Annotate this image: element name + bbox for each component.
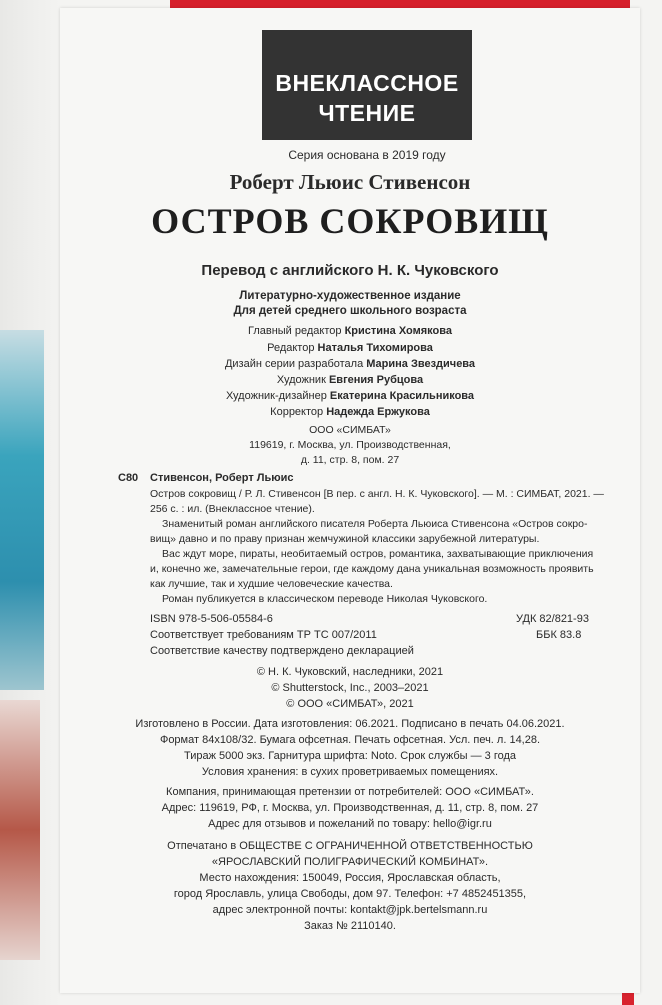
publisher-address: д. 11, стр. 8, пом. 27 — [300, 454, 400, 466]
catalog-line: и, конечно же, замечательные герои, где каждому дана уникальная возможность проявить — [150, 563, 594, 575]
copyright-line: © Н. К. Чуковский, наследники, 2021 — [256, 666, 444, 678]
credit-role: Редактор — [267, 342, 315, 354]
cover-illustration-red — [0, 700, 40, 960]
publisher-address: 119619, г. Москва, ул. Производственная, — [249, 439, 451, 451]
catalog-line: 256 с. : ил. (Внеклассное чтение). — [150, 503, 315, 515]
company-line: Адрес для отзывов и пожеланий по товару: hello@igr.ru — [208, 818, 492, 830]
credit-role: Художник — [276, 374, 326, 386]
credit-role: Художник-дизайнер — [225, 390, 327, 402]
isbn: ISBN 978-5-506-05584-6 — [150, 613, 273, 625]
catalog-line: вищ» давно и по праву признан жемчужиной классики зарубежной литературы. — [150, 533, 540, 545]
compliance-standard: Соответствует требованиям ТР ТС 007/2011 — [150, 629, 377, 641]
printer-line: Заказ № 2110140. — [304, 920, 396, 932]
credit-name: Марина Звездичева — [366, 358, 476, 370]
company-line: Адрес: 119619, РФ, г. Москва, ул. Производственная, д. 11, стр. 8, пом. 27 — [161, 802, 539, 814]
production-line: Формат 84х108/32. Бумага офсетная. Печать офсетная. Усл. печ. л. 14,28. — [159, 734, 541, 746]
credit-row — [60, 358, 640, 370]
book-title: ОСТРОВ СОКРОВИЩ — [151, 201, 549, 241]
catalog-author-heading: Стивенсон, Роберт Льюис — [150, 472, 294, 484]
series-founded: Серия основана в 2019 году — [288, 148, 446, 162]
cover-illustration-teal — [0, 330, 44, 690]
edition-type: Литературно-художественное издание — [239, 290, 461, 302]
copyright-line: © Shutterstock, Inc., 2003–2021 — [271, 682, 429, 694]
credit-row — [60, 342, 640, 354]
catalog-line: Вас ждут море, пираты, необитаемый остров, романтика, захватывающие приключения — [162, 548, 594, 560]
credit-name: Екатерина Красильникова — [329, 390, 475, 402]
credit-name: Надежда Ержукова — [326, 406, 430, 418]
company-line: Компания, принимающая претензии от потребителей: ООО «СИМБАТ». — [166, 786, 534, 798]
series-label-line1: ВНЕКЛАССНОЕ — [275, 70, 459, 96]
udk: УДК 82/821-93 — [516, 613, 589, 625]
credit-role: Корректор — [270, 406, 324, 418]
edition-audience: Для детей среднего школьного возраста — [233, 305, 467, 317]
catalog-line: Роман публикуется в классическом переводе Николая Чуковского. — [162, 593, 488, 605]
production-line: Условия хранения: в сухих проветриваемых помещениях. — [201, 766, 499, 778]
printer-line: Место нахождения: 150049, Россия, Ярославская область, — [199, 872, 501, 884]
catalog-line: Остров сокровищ / Р. Л. Стивенсон [В пер. с англ. Н. К. Чуковского]. — М. : СИМБАТ, 2021. — — [150, 488, 604, 500]
publisher-name: ООО «СИМБАТ» — [309, 424, 391, 436]
catalog-line: как лучшие, так и худшие человеческие качества. — [150, 578, 393, 590]
series-label-line2: ЧТЕНИЕ — [318, 100, 416, 126]
copyright-line: © ООО «СИМБАТ», 2021 — [286, 698, 414, 710]
credit-row — [60, 406, 640, 418]
compliance-declaration: Соответствие качеству подтверждено декларацией — [150, 645, 414, 657]
printer-line: «ЯРОСЛАВСКИЙ ПОЛИГРАФИЧЕСКИЙ КОМБИНАТ». — [211, 856, 489, 868]
catalog-line: Знаменитый роман английского писателя Роберта Льюиса Стивенсона «Остров сокро- — [162, 518, 588, 530]
bbk: ББК 83.8 — [536, 629, 582, 641]
series-badge — [262, 30, 472, 140]
credit-name: Евгения Рубцова — [328, 374, 424, 386]
printer-line: адрес электронной почты: kontakt@jpk.bertelsmann.ru — [212, 904, 488, 916]
credit-name: Кристина Хомякова — [344, 325, 452, 337]
production-line: Тираж 5000 экз. Гарнитура шрифта: Noto. Срок службы — 3 года — [183, 750, 517, 762]
author-name: Роберт Льюис Стивенсон — [229, 170, 471, 194]
credit-role: Главный редактор — [247, 325, 342, 337]
ribbon-top — [170, 0, 630, 8]
credit-row — [60, 390, 640, 402]
credit-row — [60, 374, 640, 386]
production-line: Изготовлено в России. Дата изготовления: 06.2021. Подписано в печать 04.06.2021. — [135, 718, 565, 730]
credit-row — [60, 325, 640, 337]
printer-line: Отпечатано в ОБЩЕСТВЕ С ОГРАНИЧЕННОЙ ОТВЕТСТВЕННОСТЬЮ — [167, 840, 533, 852]
credit-name: Наталья Тихомирова — [317, 342, 433, 354]
credit-role: Дизайн серии разработала — [224, 358, 364, 370]
catalog-code: С80 — [118, 472, 139, 484]
printer-line: город Ярославль, улица Свободы, дом 97. Телефон: +7 4852451355, — [173, 888, 527, 900]
translation-credit: Перевод с английского Н. К. Чуковского — [201, 262, 499, 279]
